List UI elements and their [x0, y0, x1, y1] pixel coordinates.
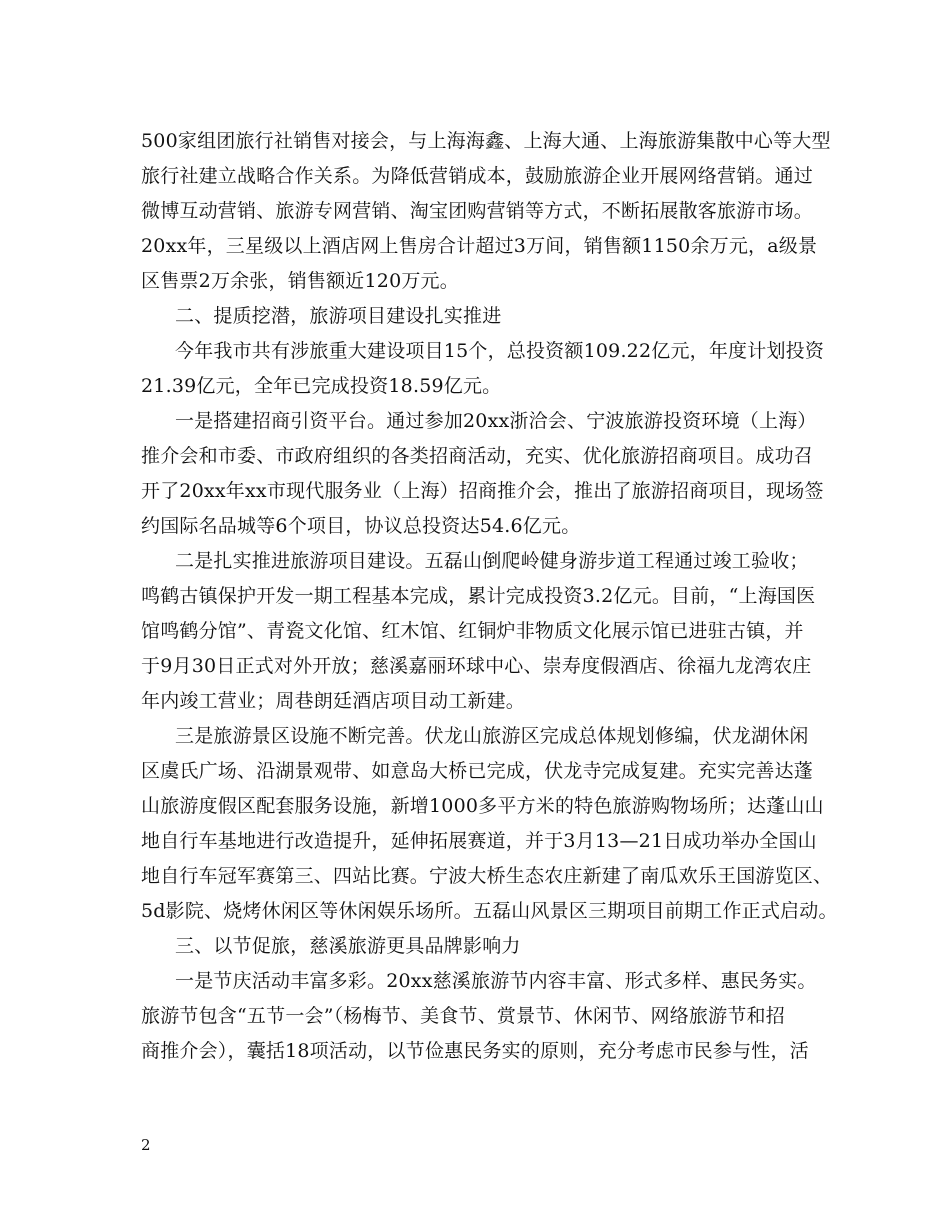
body-text-line: 年内竣工营业；周巷朗廷酒店项目动工新建。 — [141, 690, 526, 712]
body-text-line: 二是扎实推进旅游项目建设。五磊山倒爬岭健身游步道工程通过竣工验收； — [175, 550, 809, 572]
body-text-line: 旅游节包含“五节一会”（杨梅节、美食节、赏景节、休闲节、网络旅游节和招 — [141, 1005, 785, 1027]
body-text-line: 地自行车基地进行改造提升，延伸拓展赛道，并于3月13—21日成功举办全国山 — [141, 830, 817, 852]
body-text-line: 一是节庆活动丰富多彩。20xx慈溪旅游节内容丰富、形式多样、惠民务实。 — [175, 970, 817, 992]
body-text-line: 20xx年，三星级以上酒店网上售房合计超过3万间，销售额1150余万元，a级景 — [141, 235, 818, 257]
body-text-line: 地自行车冠军赛第三、四站比赛。宁波大桥生态农庄新建了南瓜欢乐王国游览区、 — [141, 865, 833, 887]
body-text-line: 21.39亿元，全年已完成投资18.59亿元。 — [141, 375, 502, 397]
body-text-line: 约国际名品城等6个项目，协议总投资达54.6亿元。 — [141, 515, 581, 537]
body-text-line: 今年我市共有涉旅重大建设项目15个，总投资额109.22亿元，年度计划投资 — [175, 340, 825, 362]
body-text-line: 500家组团旅行社销售对接会，与上海海鑫、上海大通、上海旅游集散中心等大型 — [141, 130, 831, 152]
body-text-line: 区虞氏广场、沿湖景观带、如意岛大桥已完成，伏龙寺完成复建。充实完善达蓬 — [141, 760, 814, 782]
section-heading: 二、提质挖潜，旅游项目建设扎实推进 — [175, 305, 502, 327]
body-text-line: 馆鸣鹤分馆”、青瓷文化馆、红木馆、红铜炉非物质文化展示馆已进驻古镇，并 — [141, 620, 804, 642]
body-text-line: 商推介会），囊括18项活动，以节俭惠民务实的原则，充分考虑市民参与性，活 — [141, 1040, 809, 1062]
body-text-line: 山旅游度假区配套服务设施，新增1000多平方米的特色旅游购物场所；达蓬山山 — [141, 795, 824, 817]
body-text-line: 三是旅游景区设施不断完善。伏龙山旅游区完成总体规划修编，伏龙湖休闲 — [175, 725, 809, 747]
body-text-line: 开了20xx年xx市现代服务业（上海）招商推介会，推出了旅游招商项目，现场签 — [141, 480, 824, 502]
body-text-line: 旅行社建立战略合作关系。为降低营销成本，鼓励旅游企业开展网络营销。通过 — [141, 165, 814, 187]
body-text-line: 于9月30日正式对外开放；慈溪嘉丽环球中心、崇寿度假酒店、徐福九龙湾农庄 — [141, 655, 812, 677]
body-text-line: 区售票2万余张，销售额近120万元。 — [141, 270, 459, 292]
body-text-line: 一是搭建招商引资平台。通过参加20xx浙洽会、宁波旅游投资环境（上海） — [175, 410, 817, 432]
body-text-line: 鸣鹤古镇保护开发一期工程基本完成，累计完成投资3.2亿元。目前，“上海国医 — [141, 585, 816, 607]
body-text-line: 5d影院、烧烤休闲区等休闲娱乐场所。五磊山风景区三期项目前期工作正式启动。 — [141, 900, 838, 922]
body-text-line: 推介会和市委、市政府组织的各类招商活动，充实、优化旅游招商项目。成功召 — [141, 445, 814, 467]
page-number: 2 — [141, 1136, 151, 1154]
section-heading: 三、以节促旅，慈溪旅游更具品牌影响力 — [175, 935, 521, 957]
body-text-line: 微博互动营销、旅游专网营销、淘宝团购营销等方式，不断拓展散客旅游市场。 — [141, 200, 814, 222]
